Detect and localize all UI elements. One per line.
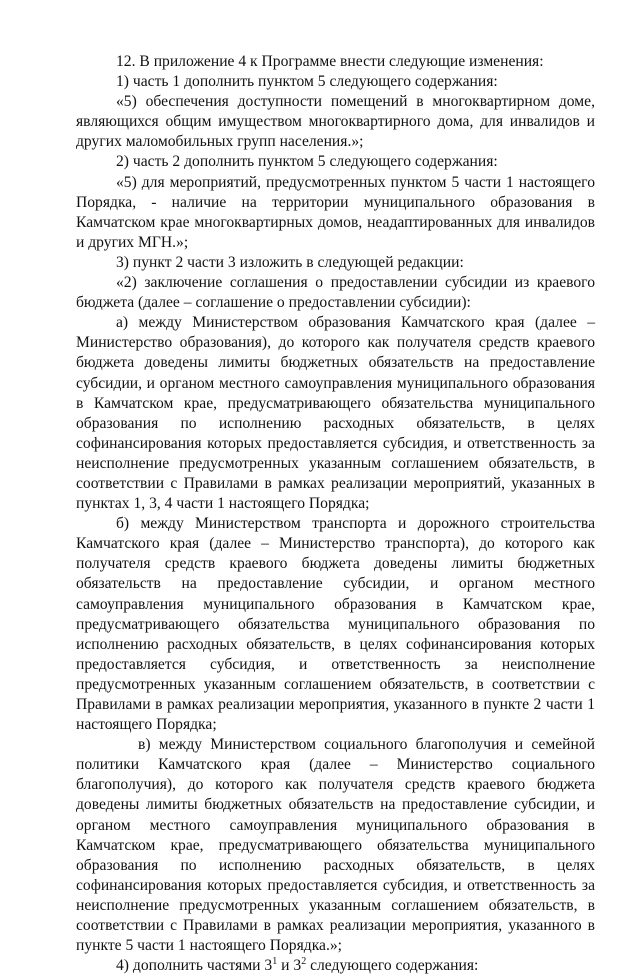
paragraph-subitem-4 xyxy=(76,956,595,976)
document-page xyxy=(76,52,595,976)
paragraph-subitem-3: 3) пункт 2 части 3 изложить в следующей редакции: xyxy=(116,253,464,271)
paragraph-item-v: в) между Министерством социального благополучия и семейной политики Камчатского края (далее – Министерство социального благополучия), до которого как получателя средств краевого бюджета доведены лимиты бюджетных обязательств на предоставление субсидии, и органом местного самоуправления муниципального образования в Камчатском крае, предусматривающего обязательства муниципального образования по исполнению расходных обязательств, в целях софинансирования которых предоставляется субсидия, и ответственность за неисполнение предусмотренных указанным соглашением обязательств, в соответствии с Правилами в рамках реализации мероприятия, указанного в пункте 5 части 1 настоящего Порядка.»; xyxy=(76,736,595,955)
paragraph-item-b: б) между Министерством транспорта и дорожного строительства Камчатского края (далее – Министерство транспорта), до которого как получателя средств краевого бюджета доведены лимиты бюджетных обязательств на предоставление субсидии, и органом местного самоуправления муниципального образования в Камчатском крае, предусматривающего обязательства муниципального образования по исполнению расходных обязательств, в целях софинансирования которых предоставляется субсидия, и ответственность за неисполнение предусмотренных указанным соглашением обязательств, в соответствии с Правилами в рамках реализации мероприятия, указанного в пункте 2 части 1 настоящего Порядка; xyxy=(76,515,595,734)
paragraph-quote-2-agreement: «2) заключение соглашения о предоставлении субсидии из краевого бюджета (далее – соглашение о предоставлении субсидии): xyxy=(76,274,595,312)
superscript-1: 1 xyxy=(272,956,278,968)
paragraph-item-12: 12. В приложение 4 к Программе внести следующие изменения: xyxy=(116,53,544,70)
paragraph-quote-5-accessibility: «5) обеспечения доступности помещений в многоквартирном доме, являющихся общим имуществом многоквартирного дома, для инвалидов и других маломобильных групп населения.»; xyxy=(76,93,595,151)
paragraph-quote-5-mgn: «5) для мероприятий, предусмотренных пунктом 5 части 1 настоящего Порядка, - наличие на территории муниципального образования в Камчатском крае многоквартирных домов, неадаптированных для инвалидов и других МГН.»; xyxy=(76,173,595,251)
paragraph-subitem-2: 2) часть 2 дополнить пунктом 5 следующего содержания: xyxy=(116,153,498,171)
superscript-2: 2 xyxy=(301,956,307,968)
paragraph-item-a: а) между Министерством образования Камчатского края (далее – Министерство образования), до которого как получателя средств краевого бюджета доведены лимиты бюджетных обязательств на предоставление субсидии, и органом местного самоуправления муниципального образования в Камчатском крае, предусматривающего обязательства муниципального образования по исполнению расходных обязательств, в целях софинансирования которых предоставляется субсидия, и ответственность за неисполнение предусмотренных указанным соглашением обязательств, в соответствии с Правилами в рамках реализации мероприятий, указанных в пунктах 1, 3, 4 части 1 настоящего Порядка; xyxy=(76,314,595,513)
subitem-4-middle: и 3 xyxy=(277,957,302,975)
subitem-4-suffix: следующего содержания: xyxy=(306,957,479,975)
paragraph-subitem-1: 1) часть 1 дополнить пунктом 5 следующего содержания: xyxy=(116,73,498,91)
subitem-4-prefix: 4) дополнить частями 3 xyxy=(116,957,273,975)
